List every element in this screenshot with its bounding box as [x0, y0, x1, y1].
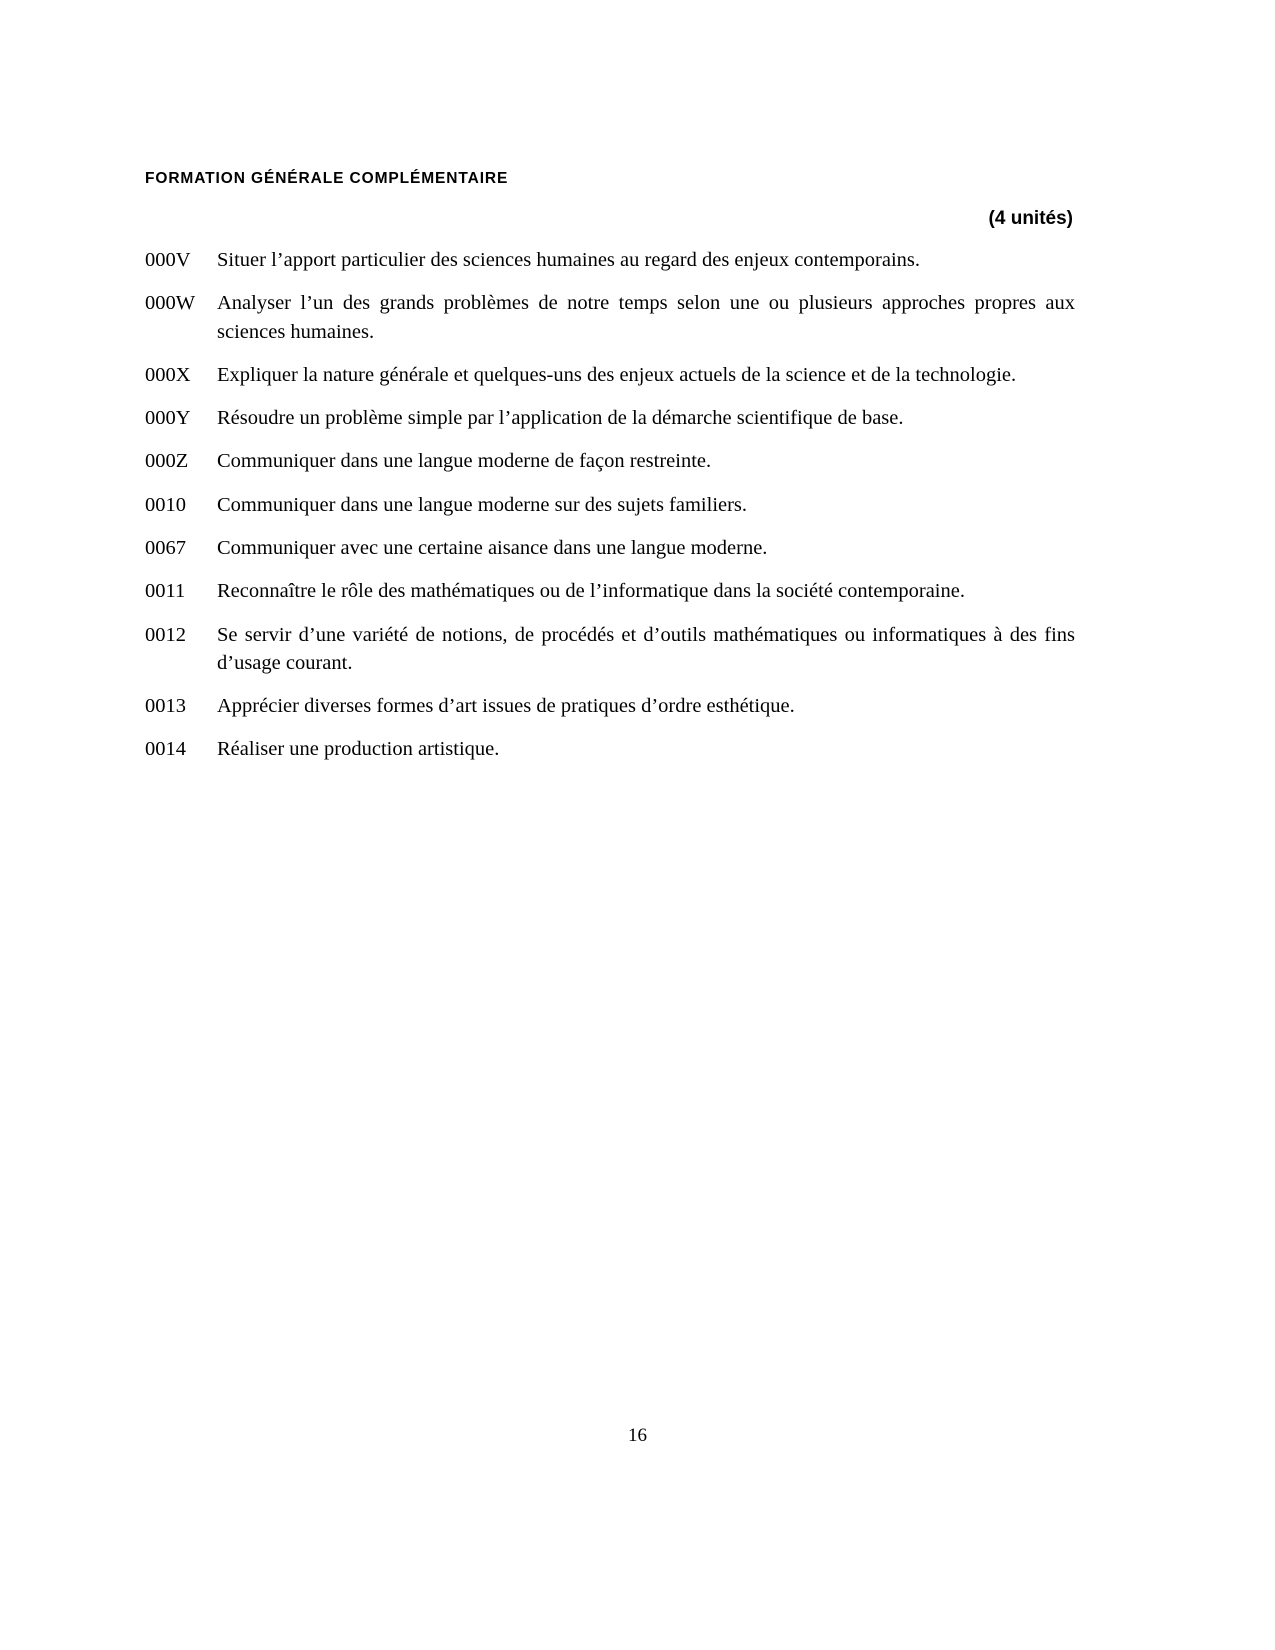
list-item	[145, 246, 1075, 274]
competency-text: Résoudre un problème simple par l’application de la démarche scientifique de base.	[217, 407, 904, 430]
competency-text: Situer l’apport particulier des sciences humaines au regard des enjeux contemporains.	[217, 249, 921, 271]
competency-code: 000V	[145, 249, 191, 271]
competency-code: 000Y	[145, 407, 191, 430]
list-item	[145, 577, 1075, 605]
competency-text: Expliquer la nature générale et quelques-uns des enjeux actuels de la science et de la technologie.	[217, 363, 1017, 386]
list-item	[145, 289, 1075, 346]
list-item	[145, 491, 1075, 519]
page-number: 16	[628, 1425, 647, 1446]
list-item	[145, 447, 1075, 475]
competency-code: 000W	[145, 292, 196, 315]
list-item	[145, 534, 1075, 562]
competency-text: Analyser l’un des grands problèmes de notre temps selon une ou plusieurs approches propres aux sciences humaines.	[217, 292, 1075, 343]
list-item	[145, 621, 1075, 678]
list-item	[145, 735, 1075, 763]
page-content	[145, 170, 1075, 779]
list-item	[145, 404, 1075, 432]
competency-code: 0011	[145, 580, 186, 603]
competency-code: 0010	[145, 493, 186, 516]
competency-list	[145, 246, 1075, 764]
competency-code: 0067	[145, 536, 186, 559]
competency-code: 0012	[145, 623, 186, 646]
competency-code: 0013	[145, 695, 186, 718]
competency-text: Apprécier diverses formes d’art issues de pratiques d’ordre esthétique.	[217, 695, 795, 718]
list-item	[145, 692, 1075, 720]
section-title: FORMATION GÉNÉRALE COMPLÉMENTAIRE	[145, 170, 509, 187]
competency-text: Reconnaître le rôle des mathématiques ou de l’informatique dans la société contemporaine.	[217, 580, 965, 603]
competency-text: Réaliser une production artistique.	[217, 738, 500, 761]
units-label: (4 unités)	[988, 208, 1073, 229]
competency-text: Communiquer dans une langue moderne de façon restreinte.	[217, 450, 712, 473]
list-item	[145, 361, 1075, 389]
competency-code: 000Z	[145, 450, 189, 473]
competency-code: 000X	[145, 363, 191, 386]
competency-text: Communiquer avec une certaine aisance dans une langue moderne.	[217, 536, 768, 559]
competency-text: Se servir d’une variété de notions, de procédés et d’outils mathématiques ou informatiques à des fins d’usage courant.	[217, 623, 1075, 674]
competency-code: 0014	[145, 738, 186, 761]
competency-text: Communiquer dans une langue moderne sur des sujets familiers.	[217, 493, 748, 516]
